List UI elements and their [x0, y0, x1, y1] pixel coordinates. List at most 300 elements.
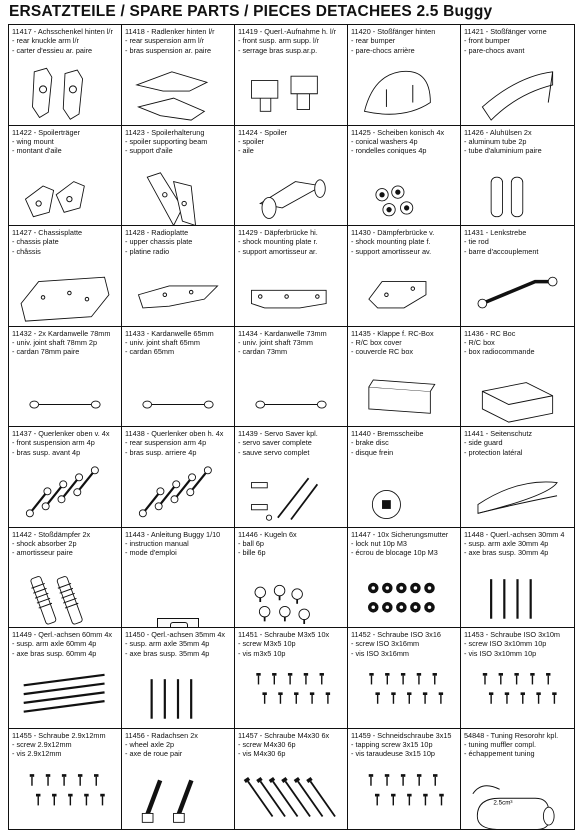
part-name-de: Schraube ISO 3x16 [377, 630, 441, 639]
part-number: 11435 [351, 328, 371, 338]
part-text [348, 427, 460, 457]
part-name-fr: axe bras susp. 30mm 4p [468, 548, 549, 558]
part-text [235, 628, 347, 658]
arm-support-icon-art [235, 63, 347, 125]
part-name-de: Dämpferbrücke v. [377, 228, 435, 237]
part-line-en: - univ. joint shaft 78mm 2p [12, 337, 98, 347]
part-name-fr: écrou de blocage 10p M3 [355, 548, 438, 558]
part-line-en: - screw 2.9x12mm [12, 739, 72, 749]
part-name-de: Däpferbrücke hi. [264, 228, 318, 237]
part-name-fr: protection latéral [468, 447, 523, 457]
part-line-fr: - platine radio [125, 246, 170, 256]
part-text [348, 226, 460, 256]
lock-nut-icon-art [348, 566, 460, 628]
part-number: 11441 [464, 429, 484, 438]
part-line-fr: - box radiocommande [464, 347, 535, 357]
shock-absorber-icon [9, 566, 121, 628]
part-line-fr: - axe bras susp. 35mm 4p [125, 648, 210, 658]
part-line-fr: - amortisseur paire [12, 548, 73, 558]
part-number-line: 11420 - Stoßfänger hinten [351, 27, 436, 36]
part-line-en: - univ. joint shaft 73mm [238, 337, 313, 347]
part-line-en: - R/C box [464, 337, 495, 347]
part-cell-11425 [348, 126, 461, 227]
part-text [235, 25, 347, 55]
part-name-en: tuning muffler compl. [468, 739, 537, 749]
part-number: 11422 [12, 127, 32, 137]
part-line-en: - susp. arm axle 60mm 4p [12, 639, 97, 649]
conical-washer-icon-art [348, 164, 460, 226]
part-line-fr: - serrage bras susp.ar.p. [238, 45, 318, 55]
part-text [122, 226, 234, 256]
part-name-fr: axe bras susp. 35mm 4p [129, 648, 210, 658]
suspension-arm-icon [122, 63, 234, 125]
part-name-en: R/C box [468, 337, 495, 347]
part-name-en: wing mount [16, 136, 54, 146]
screw-icon [235, 666, 347, 728]
part-name-fr: vis taraudeuse 3x15 10p [355, 749, 435, 759]
part-number: 11417 [12, 27, 32, 36]
servo-saver-icon-art [235, 465, 347, 527]
suspension-arm-icon-art [122, 63, 234, 125]
part-text [122, 126, 234, 156]
part-line-fr: - sauve servo complet [238, 447, 310, 457]
part-line-fr: - cardan 78mm paire [12, 347, 80, 357]
part-name-en: instruction manual [129, 538, 189, 548]
cardan-shaft-icon [9, 365, 121, 427]
part-text [122, 25, 234, 55]
part-line-en: - tuning muffler compl. [464, 739, 537, 749]
part-cell-11456 [122, 729, 235, 830]
part-name-de: 2x Kardanwelle 78mm [38, 328, 111, 338]
part-name-fr: échappement tuning [468, 749, 535, 759]
part-number-line: 11450 - Qerl.-achsen 35mm 4x [125, 630, 226, 639]
part-line-en: - brake disc [351, 438, 389, 448]
part-name-de: Querlenker oben v. 4x [38, 429, 110, 438]
part-line-en: - univ. joint shaft 65mm [125, 337, 200, 347]
part-line-fr: - châssis [12, 246, 41, 256]
part-number-line: 11418 - Radlenker hinten l/r [125, 27, 215, 36]
part-line-en: - susp. arm axle 30mm 4p [464, 538, 549, 548]
part-cell-11417 [9, 25, 122, 126]
part-name-fr: cardan 65mm [129, 347, 175, 357]
part-line-fr: - support amortisseur ar. [238, 246, 318, 256]
part-name-de: Lenkstrebe [490, 228, 527, 237]
part-line-en: - rear bumper [351, 36, 396, 46]
front-bumper-icon-art [461, 63, 574, 125]
part-name-fr: bras suspension ar. paire [129, 45, 211, 55]
part-number-line: 11453 - Schraube ISO 3x10m [464, 630, 561, 639]
part-name-en: servo saver complete [242, 438, 312, 448]
part-cell-11430 [348, 226, 461, 327]
part-line-en: - R/C box cover [351, 337, 402, 347]
part-name-en: tie rod [468, 237, 489, 247]
part-text [461, 327, 574, 357]
part-cell-11432 [9, 327, 122, 428]
part-cell-11443 [122, 528, 235, 629]
part-line-fr: - cardan 73mm [238, 347, 288, 357]
part-number: 11434 [238, 328, 258, 338]
part-cell-11428 [122, 226, 235, 327]
part-number-line: 11421 - Stoßfänger vorne [464, 27, 547, 36]
part-text [461, 528, 574, 558]
part-number-line: 11436 - RC Boc [464, 328, 516, 338]
part-number: 11452 [351, 630, 371, 639]
part-name-de: Schraube ISO 3x10m [490, 630, 561, 639]
part-number: 54848 [464, 730, 485, 740]
part-cell-11440 [348, 427, 461, 528]
part-name-de: Anleitung Buggy 1/10 [150, 529, 221, 539]
part-line-en: - lock nut 10p M3 [351, 538, 407, 548]
part-line-fr: - bras susp. avant 4p [12, 447, 81, 457]
axle-pin-icon [122, 666, 234, 728]
part-line-en: - aluminum tube 2p [464, 136, 527, 146]
part-cell-11424 [235, 126, 348, 227]
lock-nut-icon [348, 566, 460, 628]
part-number-line: 11423 - Spoilerhalterung [125, 127, 205, 137]
part-name-fr: amortisseur paire [16, 548, 73, 558]
part-number-line: 11438 - Querlenker oben h. 4x [125, 429, 224, 438]
rc-box-cover-icon [348, 365, 460, 427]
part-cell-11453 [461, 628, 574, 729]
part-number: 11450 [125, 630, 145, 639]
part-name-en: spoiler [242, 136, 264, 146]
part-number: 11432 [12, 328, 32, 338]
part-name-fr: serrage bras susp.ar.p. [242, 45, 318, 55]
spoiler-beam-icon-art [122, 164, 234, 226]
part-number: 11446 [238, 529, 258, 539]
part-name-en: screw 2.9x12mm [16, 739, 72, 749]
part-name-fr: cardan 73mm [242, 347, 288, 357]
part-text [461, 729, 574, 759]
part-line-en: - tapping screw 3x15 10p [351, 739, 433, 749]
part-number: 11439 [238, 429, 258, 438]
part-name-en: shock mounting plate f. [355, 237, 431, 247]
part-number-line: 11437 - Querlenker oben v. 4x [12, 429, 110, 438]
part-number-line: 11449 - Qerl.-achsen 60mm 4x [12, 630, 113, 639]
part-name-de: Kardanwelle 65mm [151, 328, 214, 338]
side-guard-icon-art [461, 465, 574, 527]
part-cell-11427 [9, 226, 122, 327]
part-name-en: aluminum tube 2p [468, 136, 527, 146]
part-name-fr: support amortisseur av. [355, 246, 432, 256]
part-text [235, 327, 347, 357]
screw-icon-art [348, 666, 460, 728]
part-number-line: 11435 - Klappe f. RC-Box [351, 328, 434, 338]
part-text [235, 126, 347, 156]
part-name-de: Schraube 2.9x12mm [38, 730, 106, 740]
turnbuckle-icon [9, 465, 121, 527]
part-name-en: univ. joint shaft 65mm [129, 337, 200, 347]
part-line-en: - rear suspension arm 4p [125, 438, 207, 448]
part-line-fr: - bras suspension ar. paire [125, 45, 211, 55]
part-number-line: 11452 - Schraube ISO 3x16 [351, 630, 441, 639]
part-number-line: 11417 - Achsschenkel hinten l/r [12, 27, 113, 36]
rear-knuckle-icon-art [9, 63, 121, 125]
part-number-line: 11429 - Däpferbrücke hi. [238, 228, 318, 237]
part-name-de: Spoilerhalterung [151, 127, 205, 137]
part-name-de: Bremsscheibe [377, 429, 424, 438]
part-cell-11435 [348, 327, 461, 428]
part-line-fr: - vis m3x5 10p [238, 648, 286, 658]
screw-icon [348, 666, 460, 728]
rear-bumper-icon [348, 63, 460, 125]
part-text [235, 427, 347, 457]
long-screw-icon-art [235, 767, 347, 830]
part-cell-11455 [9, 729, 122, 830]
part-line-fr: - support amortisseur av. [351, 246, 432, 256]
part-name-de: Aluhülsen 2x [489, 127, 532, 137]
part-name-fr: support amortisseur ar. [242, 246, 318, 256]
part-line-fr: - vis M4x30 6p [238, 749, 286, 759]
part-name-fr: box radiocommande [468, 347, 535, 357]
manual-cover [157, 618, 199, 629]
part-name-en: wheel axle 2p [129, 739, 175, 749]
shock-plate-front-icon-art [348, 264, 460, 326]
part-number: 11448 [464, 529, 484, 539]
part-name-de: Radachsen 2x [151, 730, 198, 740]
part-name-fr: châssis [16, 246, 41, 256]
screw-icon-art [461, 666, 574, 728]
part-number: 11453 [464, 630, 484, 639]
part-name-de: Spoiler [264, 127, 287, 137]
part-number: 11456 [125, 730, 145, 740]
long-axle-icon-art [9, 666, 121, 728]
part-name-en: rear suspension arm 4p [129, 438, 207, 448]
part-line-fr: - protection latéral [464, 447, 523, 457]
part-name-de: Spoilerträger [38, 127, 81, 137]
part-name-en: tapping screw 3x15 10p [355, 739, 433, 749]
shock-plate-front-icon [348, 264, 460, 326]
part-line-fr: - tube d'aluminium paire [464, 146, 542, 156]
part-cell-11422 [9, 126, 122, 227]
cardan-shaft-icon-art [9, 365, 121, 427]
part-line-en: - conical washers 4p [351, 136, 418, 146]
part-line-fr: - vis ISO 3x10mm 10p [464, 648, 537, 658]
part-line-fr: - aile [238, 146, 254, 156]
part-line-en: - ball 6p [238, 538, 264, 548]
part-cell-11452 [348, 628, 461, 729]
part-name-de: Chassisplatte [38, 228, 83, 237]
part-name-de: Kardanwelle 73mm [264, 328, 327, 338]
part-number: 11438 [125, 429, 145, 438]
part-cell-11420 [348, 25, 461, 126]
part-text [122, 427, 234, 457]
part-name-de: Scheiben konisch 4x [377, 127, 445, 137]
brake-disc-icon [348, 465, 460, 527]
part-number-line: 11455 - Schraube 2.9x12mm [12, 730, 106, 740]
page-title: ERSATZTEILE / SPARE PARTS / PIECES DETACHEES 2.5 Buggy [9, 3, 493, 20]
part-line-fr: - carter d'essieu ar. paire [12, 45, 93, 55]
part-number: 11451 [238, 630, 258, 639]
part-number: 11459 [351, 730, 371, 740]
part-number-line: 11443 - Anleitung Buggy 1/10 [125, 529, 221, 539]
part-name-de: Klappe f. RC-Box [377, 328, 434, 338]
part-name-de: Qerl.-achsen 35mm 4x [151, 630, 226, 639]
part-number: 11433 [125, 328, 145, 338]
part-name-en: front suspension arm 4p [16, 438, 95, 448]
part-name-de: Schraube M4x30 6x [264, 730, 330, 740]
part-line-en: - screw ISO 3x16mm [351, 639, 420, 649]
part-number: 11447 [351, 529, 371, 539]
part-name-fr: vis ISO 3x10mm 10p [468, 648, 537, 658]
part-name-fr: vis m3x5 10p [242, 648, 286, 658]
part-cell-11442 [9, 528, 122, 629]
part-cell-11437 [9, 427, 122, 528]
part-text [461, 427, 574, 457]
part-name-de: Stoßfänger vorne [490, 27, 547, 36]
turnbuckle-icon [122, 465, 234, 527]
part-line-en: - susp. arm axle 35mm 4p [125, 639, 210, 649]
part-line-en: - screw M3x5 10p [238, 639, 296, 649]
part-name-en: rear knuckle arm l/r [16, 36, 79, 46]
radio-plate-icon [122, 264, 234, 326]
part-number: 11457 [238, 730, 258, 740]
part-line-en: - spoiler supporting beam [125, 136, 208, 146]
part-line-en: - side guard [464, 438, 503, 448]
part-line-en: - tie rod [464, 237, 489, 247]
arm-support-icon [235, 63, 347, 125]
part-number: 11436 [464, 328, 484, 338]
rear-bumper-icon-art [348, 63, 460, 125]
part-name-en: side guard [468, 438, 503, 448]
part-text [461, 126, 574, 156]
part-name-en: univ. joint shaft 73mm [242, 337, 313, 347]
part-number-line: 11457 - Schraube M4x30 6x [238, 730, 330, 740]
part-text [122, 628, 234, 658]
side-guard-icon [461, 465, 574, 527]
part-number: 11430 [351, 228, 371, 237]
front-bumper-icon [461, 63, 574, 125]
part-name-de: Seitenschutz [490, 429, 533, 438]
part-name-en: susp. arm axle 30mm 4p [468, 538, 549, 548]
part-text [9, 628, 121, 658]
cardan-shaft-icon [122, 365, 234, 427]
ball-icon [235, 566, 347, 628]
tie-rod-icon-art [461, 264, 574, 326]
part-name-de: Stoßdämpfer 2x [38, 529, 91, 539]
part-text [235, 729, 347, 759]
part-cell-54848 [461, 729, 574, 830]
part-line-fr: - support d'aile [125, 146, 173, 156]
turnbuckle-icon-art [9, 465, 121, 527]
part-cell-11451 [235, 628, 348, 729]
part-line-en: - front bumper [464, 36, 510, 46]
part-cell-11446 [235, 528, 348, 629]
part-number-line: 11434 - Kardanwelle 73mm [238, 328, 327, 338]
part-number: 11423 [125, 127, 145, 137]
part-name-fr: axe de roue pair [129, 749, 183, 759]
part-name-fr: sauve servo complet [242, 447, 310, 457]
brake-disc-icon-art [348, 465, 460, 527]
part-line-en: - servo saver complete [238, 438, 312, 448]
part-line-fr: - vis ISO 3x16mm [351, 648, 409, 658]
part-line-fr: - vis 2.9x12mm [12, 749, 62, 759]
part-cell-11449 [9, 628, 122, 729]
shock-plate-rear-icon-art [235, 264, 347, 326]
part-number-line: 11447 - 10x Sicherungsmutter [351, 529, 449, 539]
part-cell-11419 [235, 25, 348, 126]
part-name-en: R/C box cover [355, 337, 402, 347]
spoiler-beam-icon [122, 164, 234, 226]
part-line-en: - front suspension arm 4p [12, 438, 95, 448]
cardan-shaft-icon [235, 365, 347, 427]
part-text [9, 427, 121, 457]
part-number: 11437 [12, 429, 32, 438]
part-number-line: 11439 - Servo Saver kpl. [238, 429, 318, 438]
part-text [348, 25, 460, 55]
chassis-plate-icon-art [9, 264, 121, 326]
part-name-en: rear bumper [355, 36, 396, 46]
long-axle-icon [9, 666, 121, 728]
part-number: 11427 [12, 228, 32, 237]
part-name-en: lock nut 10p M3 [355, 538, 407, 548]
axle-pin-icon-art [122, 666, 234, 728]
part-name-de: Schneidschraube 3x15 [377, 730, 452, 740]
part-line-en: - rear suspension arm l/r [125, 36, 205, 46]
part-name-fr: aile [242, 146, 254, 156]
part-line-fr: - écrou de blocage 10p M3 [351, 548, 438, 558]
rear-knuckle-icon [9, 63, 121, 125]
part-line-fr: - échappement tuning [464, 749, 535, 759]
cardan-shaft-icon-art [235, 365, 347, 427]
part-cell-11441 [461, 427, 574, 528]
part-cell-11450 [122, 628, 235, 729]
part-number: 11418 [125, 27, 145, 36]
part-line-en: - screw ISO 3x10mm 10p [464, 639, 547, 649]
part-text [461, 25, 574, 55]
part-text [348, 327, 460, 357]
part-name-fr: pare-chocs arrière [355, 45, 415, 55]
part-name-en: shock mounting plate r. [242, 237, 318, 247]
part-line-en: - spoiler [238, 136, 264, 146]
part-cell-11426 [461, 126, 574, 227]
part-cell-11436 [461, 327, 574, 428]
manual-icon [122, 566, 234, 628]
part-name-en: susp. arm axle 35mm 4p [129, 639, 210, 649]
part-name-de: Qerl.-achsen 60mm 4x [38, 630, 113, 639]
parts-grid [8, 24, 575, 830]
part-name-fr: rondelles coniques 4p [355, 146, 427, 156]
part-name-de: Querlenker oben h. 4x [151, 429, 224, 438]
part-number-line: 11419 - Querl.-Aufnahme h. l/r [238, 27, 337, 36]
part-name-en: spoiler supporting beam [129, 136, 208, 146]
part-line-fr: - bras susp. arriere 4p [125, 447, 197, 457]
part-number-line: 11431 - Lenkstrebe [464, 228, 527, 237]
part-number: 11449 [12, 630, 32, 639]
screw-icon [9, 767, 121, 830]
part-number: 11420 [351, 27, 371, 36]
part-name-fr: disque frein [355, 447, 394, 457]
wheel-axle-icon [122, 767, 234, 830]
muffler-icon-art [461, 767, 574, 830]
part-line-fr: - montant d'aile [12, 146, 62, 156]
part-line-en: - wing mount [12, 136, 54, 146]
part-name-fr: vis 2.9x12mm [16, 749, 62, 759]
part-number-line: 11448 - Querl.-achsen 30mm 4 [464, 529, 565, 539]
part-number-line: 11459 - Schneidschraube 3x15 [351, 730, 452, 740]
part-cell-11431 [461, 226, 574, 327]
part-line-en: - upper chassis plate [125, 237, 193, 247]
part-name-fr: mode d'emploi [129, 548, 177, 558]
spoiler-icon-art [235, 164, 347, 226]
screw-icon-art [9, 767, 121, 830]
part-name-en: ball 6p [242, 538, 264, 548]
part-cell-11429 [235, 226, 348, 327]
long-screw-icon [235, 767, 347, 830]
part-text [9, 226, 121, 256]
part-text [348, 729, 460, 759]
part-line-fr: - pare-chocs avant [464, 45, 525, 55]
